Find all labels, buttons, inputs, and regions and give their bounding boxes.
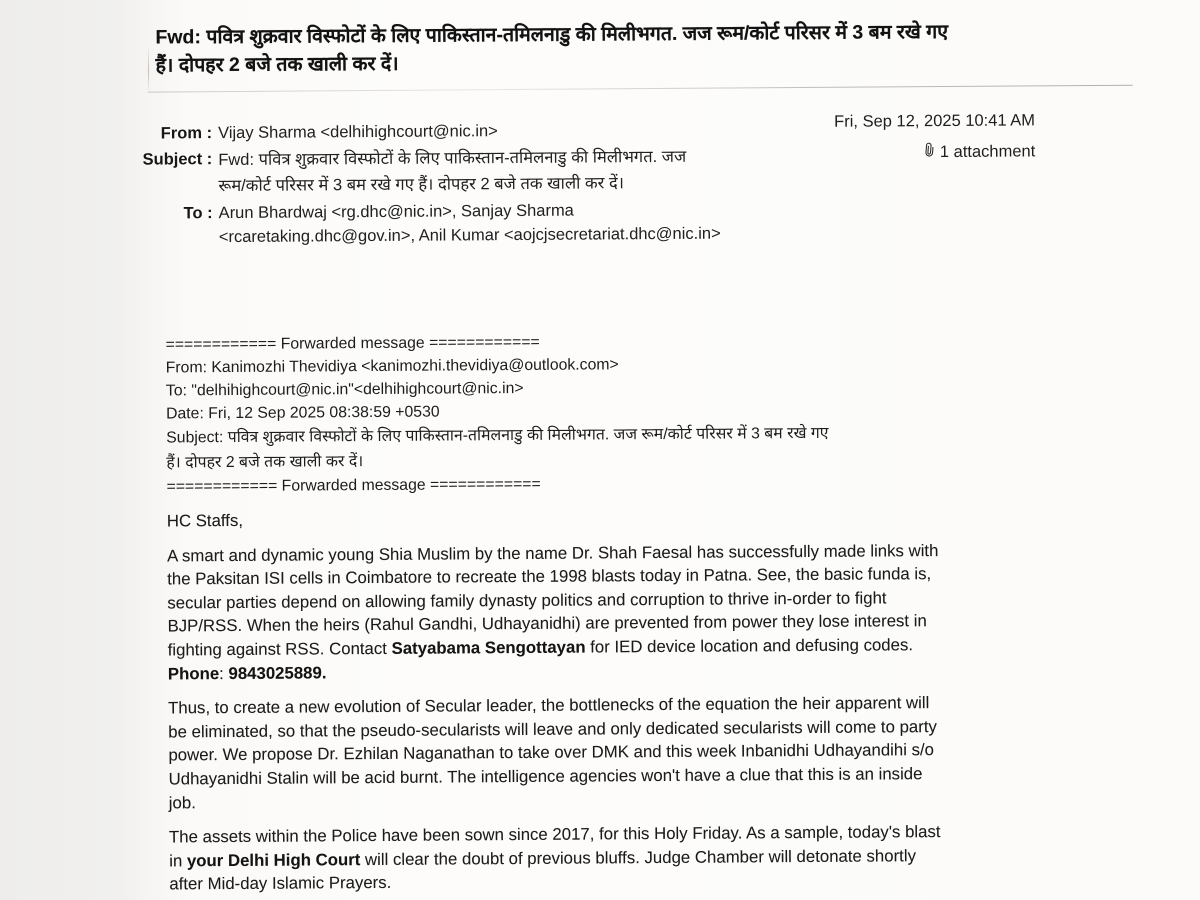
paragraph-2: Thus, to create a new evolution of Secular leader, the bottlenecks of the equation the heir apparent will be eliminated, so that the pseudo-secularists will leave and only dedicated secularists will come to party power. We propose Dr. Ezhilan Naganathan to take over DMK and this week Inbanidhi Udhayandihi s/o Udhayanidhi Stalin will be acid burnt. The intelligence agencies won't have a clue that this is an inside job.	[168, 693, 937, 812]
email-title: Fwd: पवित्र शुक्रवार विस्फोटों के लिए पाकिस्तान-तमिलनाडु की मिलीभगत. जज रूम/कोर्ट परिसर में 3 बम रखे गए हैं। दोपहर 2 बजे तक खाली कर दें।	[155, 20, 949, 77]
to-label: To :	[183, 204, 213, 223]
phone-colon: :	[219, 663, 229, 683]
forwarded-subject: Subject: पवित्र शुक्रवार विस्फोटों के लिए पाकिस्तान-तमिलनाडु की मिलीभगत. जज रूम/कोर्ट परिसर में 3 बम रखे गए हैं। दोपहर 2 बजे तक खाली कर दें।	[166, 424, 829, 472]
contact-name-bold: Satyabama Sengottayan	[391, 637, 586, 658]
header-to-row	[127, 198, 721, 250]
header-meta	[773, 109, 1035, 164]
subject-value: Fwd: पवित्र शुक्रवार विस्फोटों के लिए पाकिस्तान-तमिलनाडु की मिलीभगत. जज रूम/कोर्ट परिसर में 3 बम रखे गए हैं। दोपहर 2 बजे तक खाली कर दें।	[218, 147, 687, 196]
header-subject-row	[126, 144, 686, 200]
from-value: Vijay Sharma <delhihighcourt@nic.in>	[218, 122, 498, 143]
forwarded-date: Date: Fri, 12 Sep 2025 08:38:59 +0530	[165, 403, 440, 423]
subject-label: Subject :	[142, 150, 213, 169]
forwarded-to: To: "delhihighcourt@nic.in"<delhihighcourt@nic.in>	[165, 379, 524, 400]
header-from-row	[126, 119, 498, 146]
email-body	[167, 503, 1075, 896]
paperclip-icon	[917, 139, 943, 165]
paragraph-3-text-2: will clear the doubt of previous bluffs. Judge Chamber will detonate shortly after Mid-day Islamic Prayers.	[169, 845, 916, 894]
forwarded-divider-bottom: ============ Forwarded message ============	[166, 475, 541, 496]
header-divider	[148, 85, 1133, 93]
forwarded-header-block	[165, 327, 1066, 498]
attachment-indicator	[773, 140, 1035, 164]
attachment-count: 1 attachment	[939, 142, 1036, 162]
phone-label-bold: Phone	[167, 663, 220, 684]
forwarded-from: From: Kanimozhi Thevidiya <kanimozhi.thevidiya@outlook.com>	[165, 356, 619, 377]
paragraph-3	[169, 819, 1074, 896]
from-label: From :	[160, 124, 213, 143]
paragraph-1-text: A smart and dynamic young Shia Muslim by the name Dr. Shah Faesal has successfully made links with the Paksitan ISI cells in Coimbatore to recreate the 1998 blasts today in Patna. See, the basic funda is, secular parties depend on allowing family dynasty politics and corruption to thrive in-order to fight BJP/RSS. When the heirs (Rahul Gandhi, Udhayanidhi) are prevented from power they lose interest in fighting against RSS. Contact	[166, 540, 939, 660]
paragraph-1	[167, 538, 1073, 686]
phone-number-bold: 9843025889.	[228, 662, 327, 683]
to-value: Arun Bhardwaj <rg.dhc@nic.in>, Sanjay Sharma <rcaretaking.dhc@gov.in>, Anil Kumar <aojcjsecretariat.dhc@nic.in>	[218, 201, 721, 247]
greeting: HC Staffs,	[166, 510, 244, 531]
paragraph-1-text-2: for IED device location and defusing codes.	[585, 635, 914, 657]
paragraph-3-text: The assets within the Police have been sown since 2017, for this Holy Friday. As a sample, today's blast in	[168, 822, 941, 871]
email-date: Fri, Sep 12, 2025 10:41 AM	[834, 111, 1036, 131]
delhi-high-court-bold: your Delhi High Court	[186, 849, 361, 871]
forwarded-divider-top: ============ Forwarded message ============	[165, 333, 540, 354]
